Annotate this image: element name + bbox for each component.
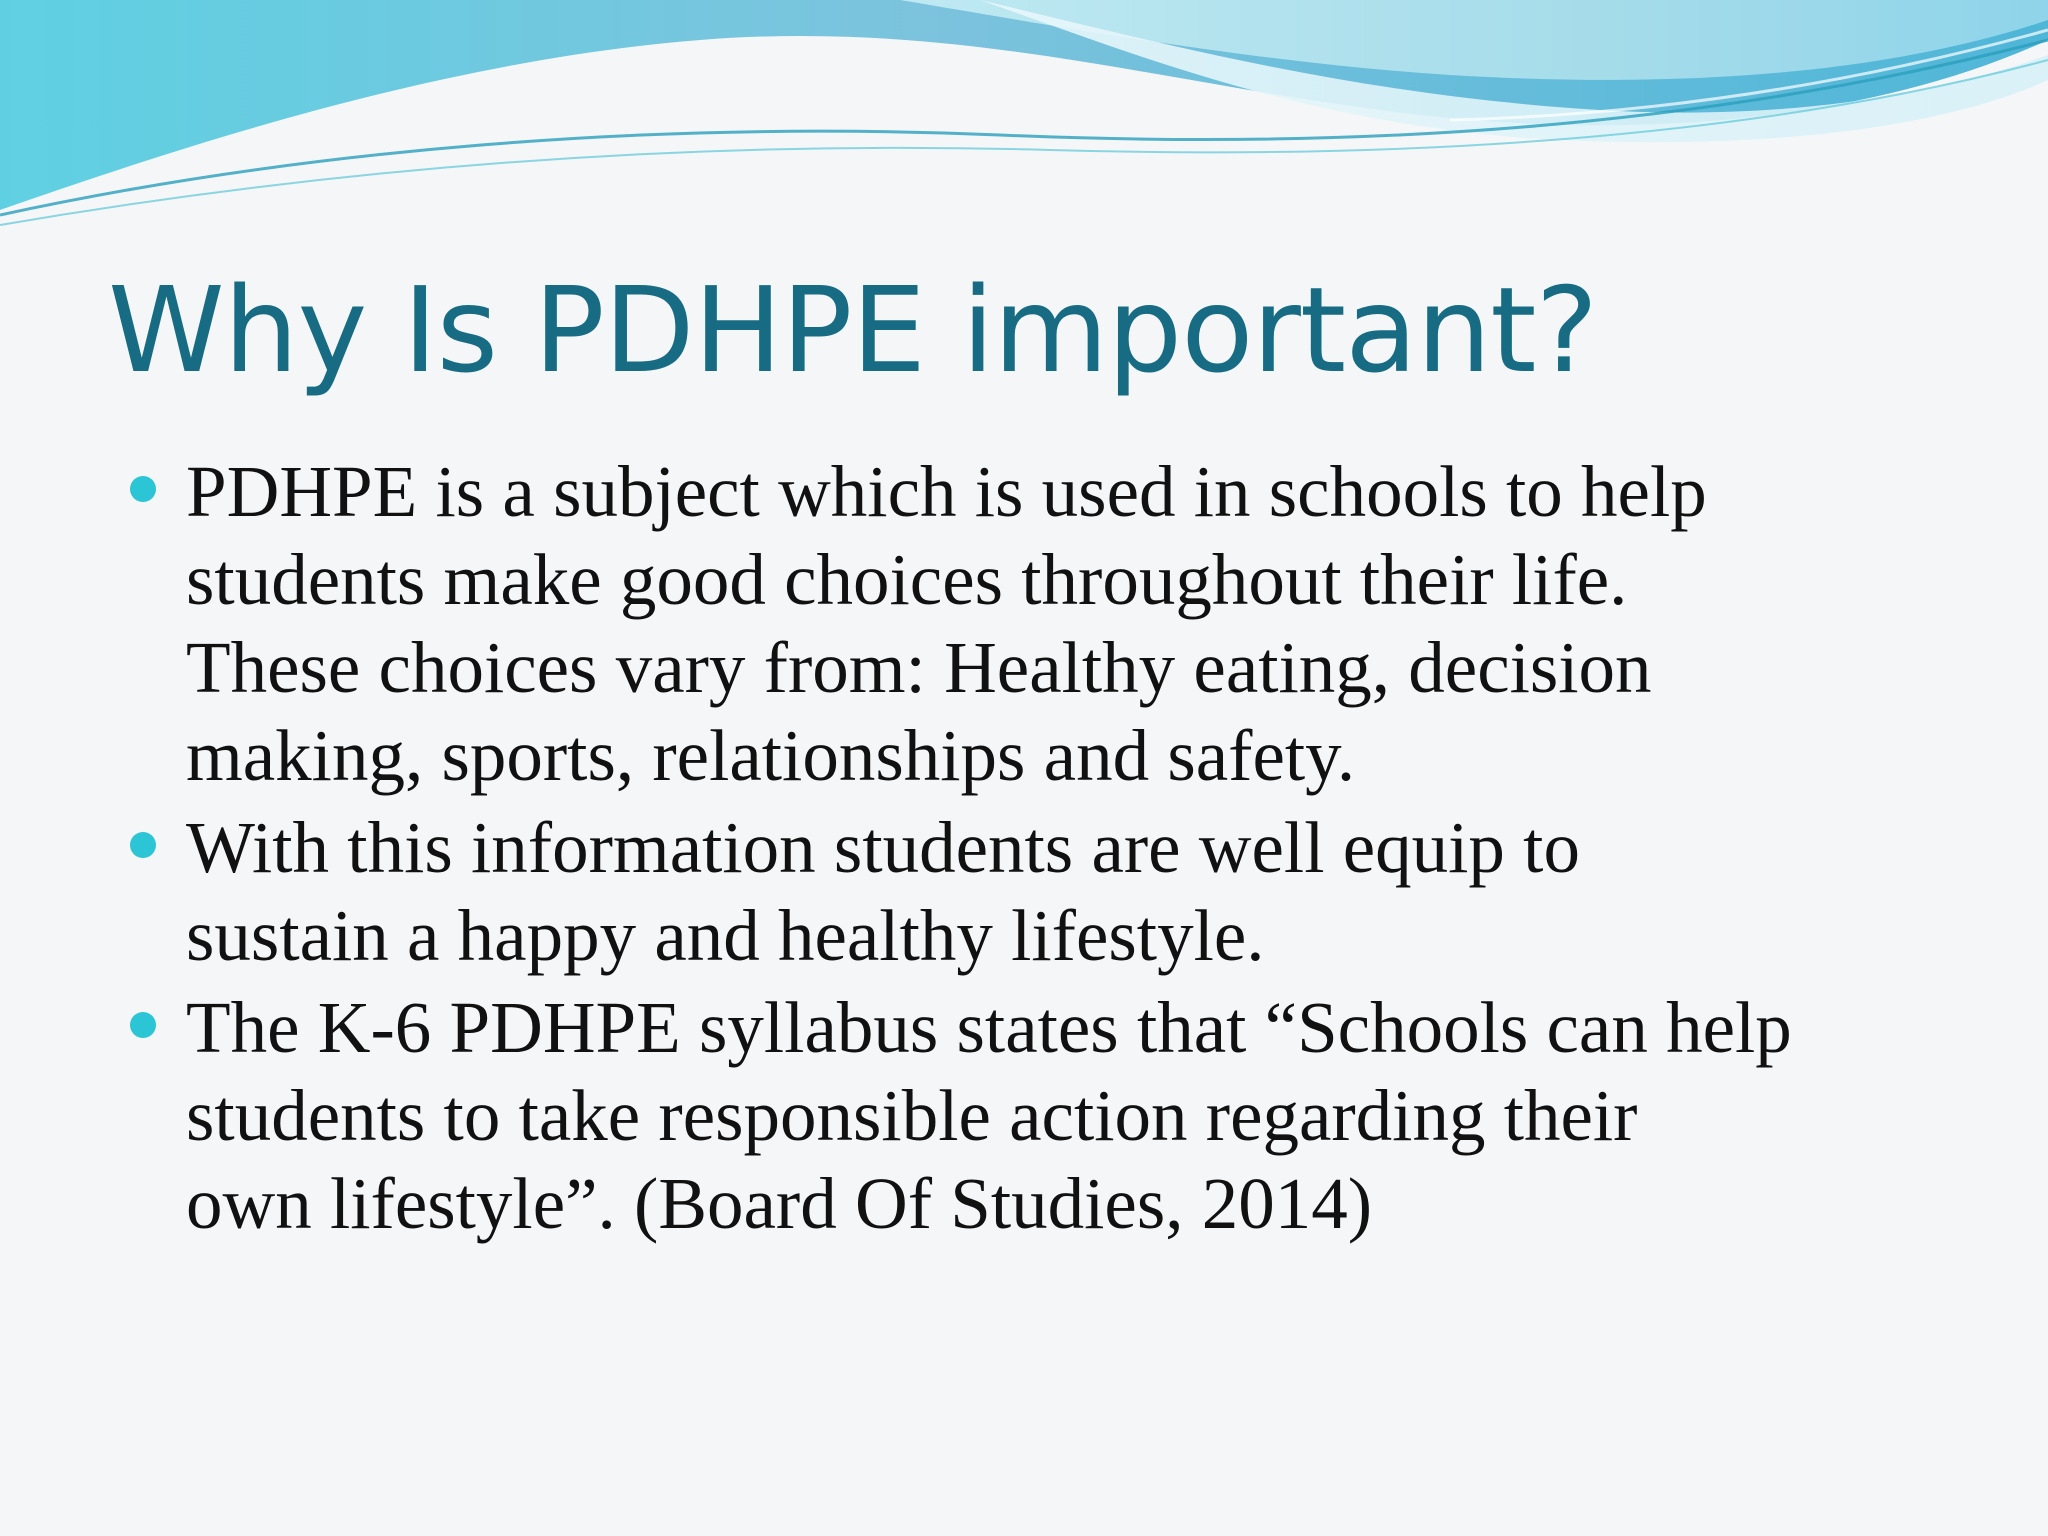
bullet-dot-icon (130, 476, 156, 502)
bullet-line: students make good choices throughout their life. (186, 539, 1628, 620)
bullet-item (130, 804, 2000, 980)
bullet-line: These choices vary from: Healthy eating, decision (186, 627, 1652, 708)
bullet-list (130, 448, 2000, 1252)
wave-header-decoration (0, 0, 2048, 240)
bullet-line: sustain a happy and healthy lifestyle. (186, 895, 1265, 976)
bullet-line: PDHPE is a subject which is used in schools to help (186, 451, 1707, 532)
bullet-dot-icon (130, 832, 156, 858)
bullet-line: The K-6 PDHPE syllabus states that “Schools can help (186, 987, 1792, 1068)
bullet-line: students to take responsible action regarding their (186, 1075, 1638, 1156)
bullet-line: making, sports, relationships and safety. (186, 715, 1356, 796)
bullet-item (130, 448, 2000, 800)
bullet-line: With this information students are well equip to (186, 807, 1580, 888)
bullet-dot-icon (130, 1012, 156, 1038)
slide-title: Why Is PDHPE important? (108, 261, 1598, 399)
bullet-item (130, 984, 2000, 1248)
bullet-line: own lifestyle”. (Board Of Studies, 2014) (186, 1163, 1373, 1244)
